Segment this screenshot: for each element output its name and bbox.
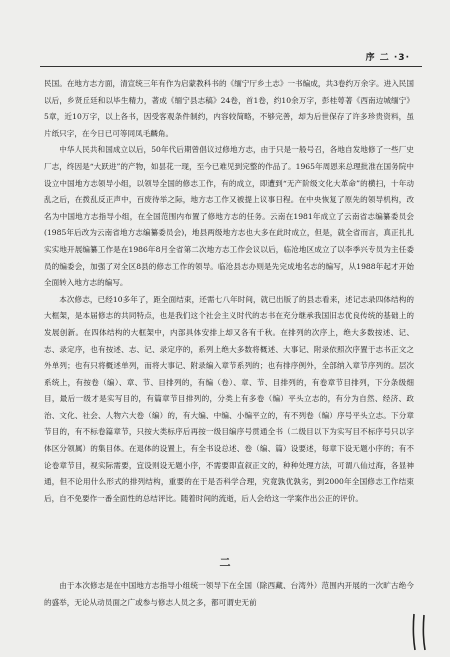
handwritten-mark [408,612,434,652]
paragraph-4: 由于本次修志是在中国地方志指导小组统一领导下在全国（除西藏、台湾外）范围内开展的一次旷古绝今的盛举，无论从动员面之广或参与修志人员之多，都可谓史无前 [44,581,414,607]
header-rule [40,66,422,67]
body-text [44,76,414,507]
paragraph-1: 民国。在地方志方面，清宣统三年有作为启蒙教科书的《缅宁厅乡土志》一书编成，共3卷约万余字。进入民国以后，乡贤丘廷和以毕生精力，著成《缅宁县志稿》24卷，首1卷，约10余万字，彭桂萼著《西南边城缅宁》5章，近10万字，以上各书，因受客观条件制约，内容较简略，不够完善，却为后世保存了许多珍贵资料，虽片纸只字，在今日已可等同凤毛麟角。 [44,79,414,138]
paragraph-2: 中华人民共和国成立以后，50年代后期曾倡议过修地方志，由于只是一般号召，各地自发地修了一些厂史厂志，终因是“大跃进”的产物，如昙花一现，至今已难见到完整的作品了。1965年周恩来总理批准在国务院中设立中国地方志领导小组，以领导全国的修志工作，有的成立，即遭到“无产阶级文化大革命”的横扫，十年动乱之后，在拨乱反正声中，百废待举之际，地方志工作又被提上议事日程。在中央恢复了原先的领导机构，改名为中国地方志指导小组，在全国范围内布置了修地方志的任务。云南在1981年成立了云南省志编纂委员会(1985年后改为云南省地方志编纂委员会)，地县两级地方志也大多在此时成立，但是，就全省而言，真正扎扎实实地开展编纂工作是在1986年8月全省第二次地方志工作会议以后，临沧地区成立了以李季兴专员为主任委员的编委会，加强了对全区8县的修志工作的领导。临沧县志办则是先完成地名志的编写，从1988年起才开始全面转入地方志的编写。 [44,145,414,288]
running-head: 序 二 ·3· [365,53,410,63]
bottom-text [44,578,414,611]
section-number: 二 [219,556,231,569]
paragraph-3: 本次修志，已经10多年了，距全面结束，还需七八年时间，就已出版了的县志看来，述记志录四体结构的大框架，是本届修志的共同特点，也是我们这个社会主义时代的志书在充分继承我国旧志优良传统的基础上的发展创新。在四体结构的大框架中，内部具体安排上却又各有千秋。在排列的次序上，绝大多数按述、记、志、录定序，也有按述、志、记、录定序的，系列上绝大多数将概述、大事记、附录依照次序置于志书正文之外单列；也有只将概述单列，而将大事记、附录编入章节系列的；也有排序例外，全部纳入章节序列的。层次系统上，有按卷（编）、章、节、目排列的，有编（卷）、章、节、目排列的，有卷章节目排列，下分条级细目，最后一级才是实写目的，有篇章节目排列的，分类上有多卷（编）平头立志的，有分为自然、经济、政治、文化、社会、人物六大卷（编）的，有大编、中编、小编平立的，有不列卷（编）序号平头立志。下分章节目的，有不标卷篇章节，只按大类标序后再按一级目编序号贯通全书（二级目以下为实写目不标序号只以字体区分领属）的集目体。在退体的设置上，有全书设总述、卷（编、篇）设要述，每章下设无题小序的；有不论卷章节目，视实际需要，宜设则设无题小序，不需要即直叙正文的，种种处理方法，可谓八仙过海，各显神通，但不论用什么形式的排列结构，重要的在于是否科学合理，究竟孰优孰劣，到2000年全国修志工作结束后，自不免要作一番全面性的总结评比。随着时间的流逝，后人会给这一学案作出公正的评价。 [44,294,414,503]
